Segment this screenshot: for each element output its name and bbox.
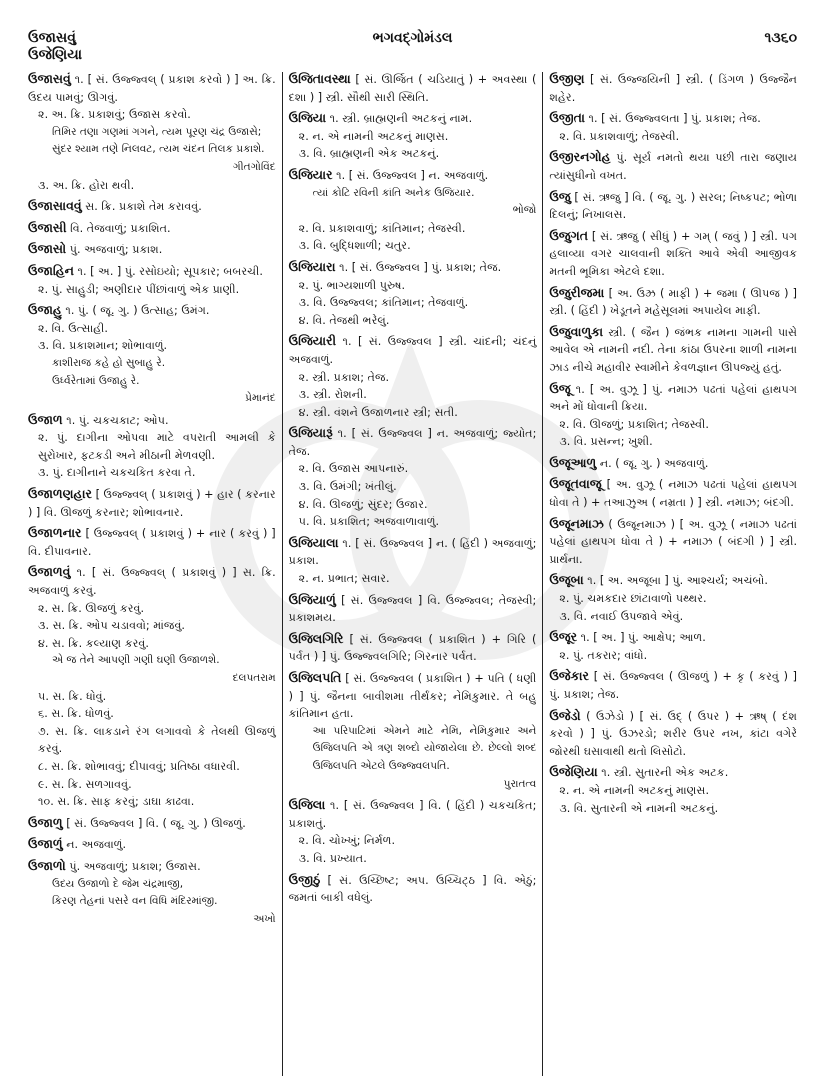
- dictionary-entry: [549, 323, 797, 377]
- headword: ઉજાસાવવું: [28, 198, 82, 214]
- sense-line: ૩. વિ. નવાઈ ઉપજાવે એવું.: [559, 609, 684, 623]
- dictionary-entry: [28, 301, 276, 408]
- headword: ઉજાળો: [28, 857, 66, 873]
- dictionary-entry: [28, 411, 276, 482]
- headword: ઉજિયાલા: [288, 534, 339, 550]
- dictionary-entry: [28, 563, 276, 810]
- quotation-line: ઉર્ધ્વરેતામાં ઉજાહુ રે.: [52, 374, 140, 387]
- dictionary-entry: [549, 628, 797, 664]
- headword: ઉજિલગિરિ: [288, 630, 344, 646]
- dictionary-entry: [289, 591, 537, 627]
- definition: ૧. [ અ. ] પું. રસોઇયો; સૂપકાર; બબરચી.: [77, 264, 263, 278]
- definition: ૧. [ સં. ઉજ્જ્વલતા ] પું. પ્રકાશ; તેજ.: [588, 112, 761, 126]
- headword: ઉજાળું: [28, 836, 63, 852]
- quotation-source: પ્રેમાનંદ: [245, 392, 276, 405]
- sense-line: ૩. વિ. ઉજ્જ્વલ; કાંતિમાન; તેજવાળું.: [298, 296, 469, 310]
- quotation-line: સુંદર શ્યામ તણે નિલવટ, ત્યમ ચંદન તિલક પ્રકાશે.: [52, 143, 265, 156]
- dictionary-entry: [549, 188, 797, 224]
- dictionary-entry: [289, 669, 537, 793]
- sense-line: ૨. વિ. પ્રકાશવાળું; કાંતિમાન; તેજસ્વી.: [298, 221, 466, 235]
- headword: ઉજિતાવસ્થા: [288, 71, 351, 86]
- guide-word-first: ઉજાસવું: [28, 30, 76, 46]
- definition: સ્ત્રી. ( જૈન ) જંભક નામના ગામની પાસે આવેલ એ નામની નદી. તેના કાંઠા ઉપરના શાળી નામના ઝાડ નીચે મહાવીર સ્વામીને કેવળજ્ઞાન ઊપજ્યું હતું.: [549, 325, 798, 374]
- headword: ઉજિયાળું: [288, 591, 336, 607]
- dictionary-columns: [28, 70, 803, 1068]
- headword: ઉજુ: [549, 188, 571, 204]
- definition: [ સં. ઉચ્છિષ્ટ; અપ. ઉચ્ચિટ્ઠ ] વિ. એઠું; જમતાં બાકી વધેલું.: [288, 873, 537, 905]
- definition: ૧. પું. ચકચકાટ; ઓપ.: [66, 413, 169, 427]
- sense-line: ૨. વિ. ઉજાસ આપનારું.: [298, 462, 409, 476]
- sense-line: ૨. પું. ભાગ્યશાળી પુરુષ.: [298, 278, 406, 292]
- quotation-line: એ જ તેને આપણી ગણી ઘણી ઉજાળશે.: [52, 654, 220, 667]
- dictionary-entry: [549, 475, 797, 511]
- dictionary-entry: [549, 109, 797, 145]
- dictionary-entry: [289, 796, 537, 867]
- sense-line: ૩. વિ. બ્રાહ્મણની એક અટકનું.: [298, 147, 440, 161]
- sense-line: ૩. અ. ક્રિ. હોરા થવી.: [38, 178, 135, 192]
- quotation-source: ભોજો: [512, 204, 537, 217]
- page-header: [28, 30, 797, 70]
- dictionary-entry: [549, 454, 797, 473]
- dictionary-entry: [549, 571, 797, 625]
- sense-line: ૮. સ. ક્રિ. શોભાવવું; દીપાવવું; પ્રતિષ્ઠા વધારવી.: [38, 759, 240, 773]
- dictionary-entry: [549, 70, 797, 106]
- sense-line: ૩. વિ. પ્રકાશમાન; શોભાવાળું.: [38, 339, 168, 353]
- dictionary-entry: [28, 524, 276, 560]
- dictionary-entry: [289, 534, 537, 588]
- headword: ઉજુરીજમા: [549, 284, 605, 300]
- definition: [ અ. વુઝૂ ( નમાઝ પઢતાં પહેલાં હાથપગ ધોવા તે ) + તઆઝુઅ ( નમ્રતા ) ] સ્ત્રી. નમાઝ; બંદગી.: [549, 478, 798, 510]
- sense-line: ૪. વિ. તેજથી ભરેલું.: [298, 313, 390, 327]
- quotation-line: ત્યાં કોટિ રવિની કાંતિ અનેક ઉજિયાર.: [312, 186, 475, 199]
- definition: ૧. [ અ. વુઝૂ ] પું. નમાઝ પઢતાં પહેલાં હાથપગ અને મોં ધોવાની ક્રિયા.: [549, 382, 798, 414]
- sense-line: ૪. સ્ત્રી. વંશને ઉજાળનાર સ્ત્રી; સતી.: [298, 405, 458, 419]
- headword: ઉજીતા: [549, 110, 585, 126]
- dictionary-entry: [289, 424, 537, 531]
- definition: ૧. પું. ( જૂ. ગુ. ) ઉત્સાહ; ઉમંગ.: [65, 304, 210, 318]
- dictionary-entry: [549, 148, 797, 184]
- sense-line: ૩. સ્ત્રી. રોશની.: [298, 388, 367, 402]
- dictionary-entry: [289, 258, 537, 329]
- definition: [ અ. ઉઝ્ર ( માફી ) + જમા ( ઊપજ ) ] સ્ત્રી. ( હિંદી ) ખેડૂતને મહેસૂલમાં અપાયેલ માફી.: [549, 286, 798, 318]
- definition: પું. અજવાળું; પ્રકાશ.: [69, 243, 163, 257]
- dictionary-entry: [289, 166, 537, 255]
- definition: ૧. [ સં. ઉજ્જ્વલ ] વિ. ( હિંદી ) ચકચકિત; પ્રકાશતું.: [288, 799, 537, 830]
- definition: [ સં. ઋજુ ] વિ. ( જૂ. ગુ. ) સરલ; નિષ્કપટ; ભોળા દિલનું; નિખાલસ.: [549, 190, 798, 222]
- headword: ઉજીરનગોહ: [549, 149, 611, 165]
- headword: ઉજૂ: [549, 380, 571, 396]
- headword: ઉજીઠું: [288, 871, 321, 887]
- dictionary-entry: [549, 380, 797, 451]
- headword: ઉજિલા: [288, 797, 326, 813]
- column-2: [283, 70, 543, 1068]
- sense-line: ૨. વિ. ઊજળું; પ્રકાશિત; તેજસ્વી.: [559, 417, 709, 431]
- sense-line: ૪. વિ. ઊજળું; સુંદર; ઉજાર.: [298, 497, 428, 511]
- definition: ૧. [ સં. ઉજ્જ્વલ ] સ્ત્રી. ચાંદની; ચંદનું અજવાળું.: [288, 335, 537, 366]
- dictionary-entry: [28, 70, 276, 194]
- headword: ઉજેકાર: [549, 668, 589, 684]
- headword: ઉજેડો: [549, 707, 581, 723]
- headword: ઉજિલપતિ: [288, 670, 342, 685]
- quotation-source: ગીતગોવિંદ: [232, 160, 276, 173]
- definition: ન. અજવાળું.: [66, 838, 127, 852]
- sense-line: ૨. સ. ક્રિ. ઊજળું કરવું.: [38, 601, 145, 615]
- dictionary-entry: [289, 70, 537, 106]
- sense-line: ૩. વિ. બુદ્ધિશાળી; ચતુર.: [298, 239, 411, 253]
- definition: [ ઉજ્જ્વલ્ ( પ્રકાશવું ) + નાર ( કરવું ) ] વિ. દીપાવનાર.: [28, 527, 276, 558]
- definition: ૧. [ અ. ] પું. આક્ષેપ; આળ.: [580, 631, 706, 645]
- definition: ૧. સ્ત્રી. સુતારની એક અટક.: [601, 766, 729, 780]
- quotation-source: પુરાતત્વ: [503, 777, 537, 790]
- sense-line: ૫. સ. ક્રિ. ધોવું.: [38, 689, 107, 703]
- sense-line: ૨. સ્ત્રી. પ્રકાશ; તેજ.: [298, 370, 390, 384]
- headword: ઉજિયારૂં: [288, 425, 333, 441]
- quotation-line: તિમિર તણા ગણમાં ગગને, ત્યમ પૂરણ ચંદ્ર ઉજાસે;: [52, 125, 262, 138]
- dictionary-entry: [549, 707, 797, 761]
- headword: ઉજૂર: [549, 629, 578, 645]
- definition: ૧. [ સં. ઉજ્જ્વલ્ ( પ્રકાશ કરવો ) ] અ. ક્રિ. ઉદય પામવું; ઊગવું.: [28, 73, 276, 104]
- column-1: [28, 70, 282, 1068]
- sense-line: ૨. વિ. ચોખ્ખું; નિર્મળ.: [298, 834, 396, 848]
- headword: ઉજાળવું: [28, 564, 71, 580]
- dictionary-entry: [28, 262, 276, 298]
- headword: ઉજાહુ: [28, 302, 62, 318]
- headword: ઉજાસવું: [28, 71, 71, 86]
- definition: ૧. સ્ત્રી. બ્રાહ્મણની અટકનું નામ.: [329, 112, 473, 126]
- sense-line: ૩. વિ. પ્રસન્ન; ખુશી.: [559, 435, 653, 449]
- sense-line: ૨. વિ. પ્રકાશવાળું; તેજસ્વી.: [559, 129, 680, 143]
- definition: [ સં. ઋજુ ( સીધું ) + ગમ્ ( જવું ) ] સ્ત્રી. પગ હલાવ્યા વગર ચાલવાની શક્તિ આવે એવી આજીવક મતની ભૂમિકા એટલે દશા.: [549, 229, 798, 278]
- dictionary-entry: [549, 284, 797, 320]
- headword: ઉજૂઆળુ: [549, 454, 597, 470]
- guide-word-last: ઉજેણિયા: [28, 47, 83, 63]
- sense-line: ૨. ન. એ નામની અટકનું માણસ.: [298, 129, 449, 143]
- definition: સ. ક્રિ. પ્રકાશે તેમ કરાવવું.: [85, 200, 202, 214]
- sense-line: ૯. સ. ક્રિ. સળગાવવું.: [38, 777, 132, 791]
- sense-line: ૫. વિ. પ્રકાશિત; અજવાળાવાળું.: [298, 515, 440, 529]
- headword: ઉજાસો: [28, 241, 67, 257]
- sense-line: ૨. અ. ક્રિ. પ્રકાશવું; ઉજાસ કરવો.: [38, 108, 191, 122]
- sense-line: ૨. ન. પ્રભાત; સવાર.: [298, 572, 390, 586]
- dictionary-entry: [549, 227, 797, 281]
- quotation-line: ઉદય ઉજાળો દે જેમ ચંદ્રમાજી,: [52, 877, 184, 890]
- headword: ઉજૂનમાઝ: [549, 515, 604, 531]
- headword: ઉજેણિયા: [549, 764, 598, 780]
- definition: ૧. [ સં. ઉજ્જ્વલ ] ન. અજવાળું.: [336, 168, 489, 182]
- headword: ઉજાળ: [28, 411, 63, 427]
- headword: ઉજીણ: [549, 71, 585, 86]
- definition: [ સં. ઉજ્જ્વલ ( પ્રકાશિત ) + ગિરિ ( પર્વત ) ] પું. ઉજ્જ્વલગિરિ; ગિરનાર પર્વત.: [288, 632, 537, 664]
- headword: ઉજાસી: [28, 219, 67, 235]
- headword: ઉજિયારી: [288, 333, 337, 349]
- quotation-line: આ પરિપાટિમાં એમને માટે નેમિ, નેમિકુમાર અને ઉજિલપતિ એ ત્રણ શબ્દો યોજાયેલા છે. છેલ્લો શબ્દ ઉજિલપતિ એટલે ઉજ્જ્વલપતિ.: [312, 724, 537, 772]
- quotation-source: દલપતરામ: [232, 672, 276, 684]
- dictionary-entry: [289, 332, 537, 421]
- definition: [ સં. ઉજ્જ્વલ ( પ્રકાશિત ) + પતિ ( ધણી ) ] પું. જૈનના બાવીશમા તીર્થંકર; નેમિકુમાર. તે બહુ કાંતિમાન હતા.: [288, 672, 537, 721]
- definition: ૧. [ સં. ઉજ્જ્વલ્ ( પ્રકાશવું ) ] સ. ક્રિ. અજવાળું કરવું.: [28, 566, 276, 598]
- headword: ઉજાળુ: [28, 814, 63, 830]
- definition: ન. ( જૂ. ગુ. ) અજવાળું.: [599, 456, 709, 470]
- definition: ૧. [ સં. ઉજ્જ્વલ ] ન. અજવાળું; જ્યોત; તેજ.: [288, 427, 537, 458]
- definition: [ ઉજ્જ્વલ્ ( પ્રકાશવું ) + હાર ( કરનાર ) ] વિ. ઊજળું કરનાર; શોભાવનાર.: [28, 488, 276, 519]
- definition: પું. સૂર્ય નમતો થયા પછી તારા જણાય ત્યાંસુધીનો વખત.: [549, 151, 797, 182]
- sense-line: ૩. વિ. પ્રખ્યાત.: [298, 851, 367, 865]
- definition: [ સં. ઉજ્જ્વલ ] વિ. ઉજ્જ્વલ; તેજસ્વી; પ્રકાશમય.: [288, 593, 537, 625]
- headword: ઉજિયા: [288, 110, 327, 126]
- sense-line: ૬. સ. ક્રિ. ધોળવું.: [38, 707, 114, 721]
- dictionary-entry: [28, 485, 276, 521]
- dictionary-entry: [289, 871, 537, 907]
- dictionary-entry: [549, 515, 797, 569]
- headword: ઉજૂબા: [549, 572, 584, 588]
- dictionary-entry: [549, 763, 797, 817]
- sense-line: ૩. વિ. ઉમંગી; ખંતીલું.: [298, 480, 397, 494]
- definition: ( ઉજૂનમાઝ ) [ અ. વુઝૂ ( નમાઝ પઢતાં પહેલાં હાથપગ ધોવા તે ) + નમાઝ ( બંદગી ) ] સ્ત્રી. પ્રાર્થના.: [549, 517, 798, 566]
- dictionary-entry: [28, 857, 276, 928]
- sense-line: ૭. સ. ક્રિ. લાકડાને રંગ લગાવવો કે તેલથી ઊજળું કરવું.: [38, 724, 276, 756]
- headword: ઉજાહિન: [28, 262, 74, 278]
- quotation-line: કિરણ તેહનાં પસરે વન વિધિ મંદિરમાંજી.: [52, 895, 218, 908]
- column-3: [543, 70, 803, 1068]
- headword: ઉજિયાર: [288, 166, 333, 182]
- book-title: ભગવદ્ગોમંડલ: [372, 30, 453, 46]
- definition: [ સં. ઉજ્જયિની ] સ્ત્રી. ( ડિંગળ ) ઉજ્જૈન શહેર.: [549, 73, 797, 104]
- definition: ૧. [ સં. ઉજ્જ્વલ ] ન. ( હિંદી ) અજવાળું; પ્રકાશ.: [288, 536, 537, 568]
- sense-line: ૨. પું. દાગીના ઓપવા માટે વપરાતી આમલી કે સુરોખાર, ફટકડી અને મીઠાની મેળવણી.: [38, 431, 276, 462]
- dictionary-entry: [549, 667, 797, 703]
- sense-line: ૩. સ. ક્રિ. ઓપ ચડાવવો; માંજવું.: [38, 619, 185, 633]
- sense-line: ૨. ન. એ નામની અટકનું માણસ.: [559, 783, 710, 797]
- dictionary-entry: [28, 240, 276, 259]
- dictionary-entry: [289, 630, 537, 666]
- page-number: ૧૩૬૦: [764, 30, 797, 46]
- dictionary-entry: [28, 219, 276, 238]
- dictionary-entry: [28, 197, 276, 216]
- sense-line: ૧૦. સ. ક્રિ. સાફ કરવું; ડાઘા કાઢવા.: [38, 795, 195, 809]
- sense-line: ૨. પું. સાહુડી; અણીદાર પીંછાંવાળું એક પ્રાણી.: [38, 282, 240, 296]
- sense-line: ૨. વિ. ઉત્સાહી.: [38, 321, 108, 335]
- definition: [ સં. ઊર્જિત ( ચડિયાતું ) + અવસ્થા ( દશા ) ] સ્ત્રી. સૌથી સારી સ્થિતિ.: [288, 73, 537, 104]
- sense-line: ૩. પું. દાગીનાને ચકચકિત કરવા તે.: [38, 466, 196, 480]
- headword: ઉજુવાળુકા: [549, 323, 604, 339]
- sense-line: ૪. સ. ક્રિ. કલ્યાણ કરવું.: [38, 636, 149, 650]
- sense-line: ૨. પું. ચમકદાર છાંટાવાળો પથ્થર.: [559, 592, 707, 606]
- definition: [ સં. ઉજ્જ્વલ ( ઊજળું ) + કૃ ( કરવું ) ] પું. પ્રકાશ; તેજ.: [549, 670, 798, 701]
- definition: [ સં. ઉજ્જ્વલ ] વિ. ( જૂ. ગુ. ) ઊજળું.: [66, 816, 246, 830]
- definition: વિ. તેજવાળું; પ્રકાશિત.: [70, 221, 171, 235]
- definition: ( ઉઝેડો ) [ સં. ઉદ્ ( ઉપર ) + ઋષ્ ( દંશ કરવો ) ] પું. ઉઝરડો; શરીર ઉપર નખ, કાંટા વગેરે જોરથી ઘસાવાથી થતો લિસોટો.: [549, 709, 798, 758]
- dictionary-entry: [28, 835, 276, 854]
- definition: પું. અજવાળું; પ્રકાશ; ઉજાસ.: [69, 859, 201, 873]
- headword: ઉજૂતવાજૂ: [549, 476, 602, 492]
- definition: ૧. [ સં. ઉજ્જ્વલ ] પું. પ્રકાશ; તેજ.: [339, 260, 502, 274]
- quotation-source: અખો: [253, 912, 276, 925]
- dictionary-entry: [28, 814, 276, 833]
- sense-line: ૨. પું. તકરાર; વાંધો.: [559, 648, 648, 662]
- sense-line: ૩. વિ. સુતારની એ નામની અટકનું.: [559, 801, 719, 815]
- definition: ૧. [ અ. અજૂબા ] પું. આશ્ચર્ય; અચંબો.: [587, 574, 768, 588]
- headword: ઉજાળણહાર: [28, 486, 92, 502]
- headword: ઉજિયારા: [288, 258, 336, 274]
- headword: ઉજાળનાર: [28, 525, 82, 541]
- dictionary-entry: [289, 109, 537, 163]
- quotation-line: કાશીરાજ કહે હો સુબાહુ રે.: [52, 356, 166, 369]
- headword: ઉજુગત: [549, 227, 589, 243]
